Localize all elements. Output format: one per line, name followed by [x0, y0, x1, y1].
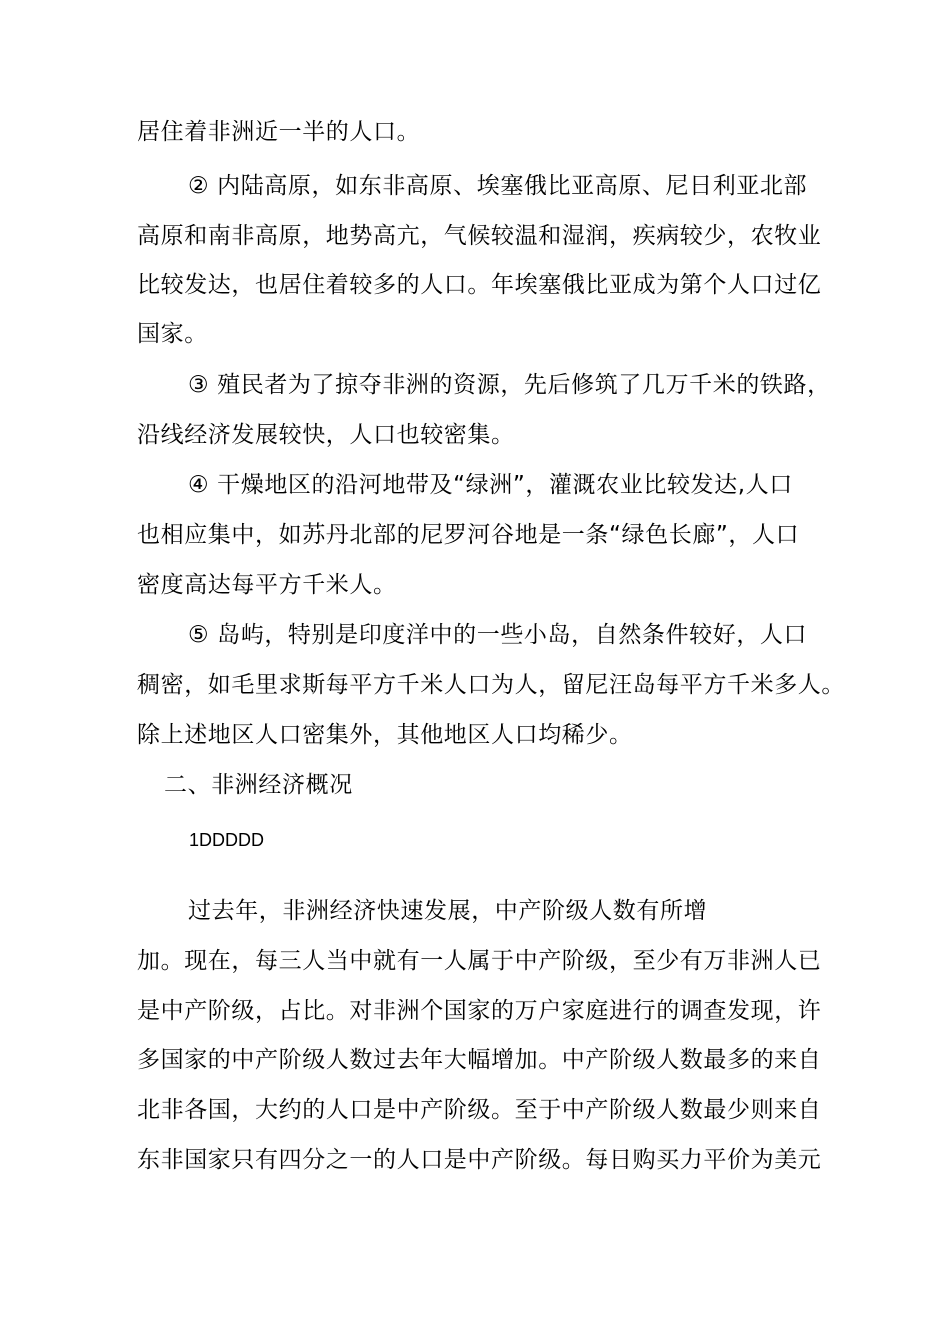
paragraph-line: 也相应集中，如苏丹北部的尼罗河谷地是一条“绿色长廊”，人口 [137, 522, 800, 548]
paragraph-line: 多国家的中产阶级人数过去年大幅增加。中产阶级人数最多的来自 [137, 1047, 822, 1073]
paragraph-line: 密度高达每平方千米人。 [137, 572, 397, 598]
list-item-3-line: ③ 殖民者为了掠夺非洲的资源，先后修筑了几万千米的铁路， [188, 372, 831, 398]
paragraph-line: 高原和南非高原，地势高亢，气候较温和湿润，疾病较少，农牧业 [137, 223, 822, 249]
paragraph-line: 国家。 [137, 321, 208, 347]
paragraph-line: 比较发达，也居住着较多的人口。年埃塞俄比亚成为第个人口过亿 [137, 272, 822, 298]
section-heading: 二、非洲经济概况 [164, 772, 353, 798]
list-item-4-line: ④ 干燥地区的沿河地带及“绿洲”，灌溉农业比较发达,人口 [188, 472, 793, 498]
paragraph-line: 加。现在，每三人当中就有一人属于中产阶级，至少有万非洲人已 [137, 948, 822, 974]
paragraph-first-line: 过去年，非洲经济快速发展，中产阶级人数有所增 [188, 898, 708, 924]
paragraph-line: 北非各国，大约的人口是中产阶级。至于中产阶级人数最少则来自 [137, 1097, 822, 1123]
paragraph-line: 稠密，如毛里求斯每平方千米人口为人，留尼汪岛每平方千米多人。 [137, 672, 845, 698]
list-item-5-line: ⑤ 岛屿，特别是印度洋中的一些小岛，自然条件较好，人口 [188, 622, 808, 648]
paragraph-line: 除上述地区人口密集外，其他地区人口均稀少。 [137, 722, 633, 748]
placeholder-code: 1DDDDD [189, 830, 265, 850]
paragraph-line: 是中产阶级，占比。对非洲个国家的万户家庭进行的调查发现，许 [137, 998, 822, 1024]
list-item-2-line: ② 内陆高原，如东非高原、埃塞俄比亚高原、尼日利亚北部 [188, 173, 808, 199]
paragraph-line: 沿线经济发展较快，人口也较密集。 [137, 422, 515, 448]
paragraph-line: 居住着非洲近一半的人口。 [137, 119, 421, 145]
paragraph-line: 东非国家只有四分之一的人口是中产阶级。每日购买力平价为美元 [137, 1147, 822, 1173]
